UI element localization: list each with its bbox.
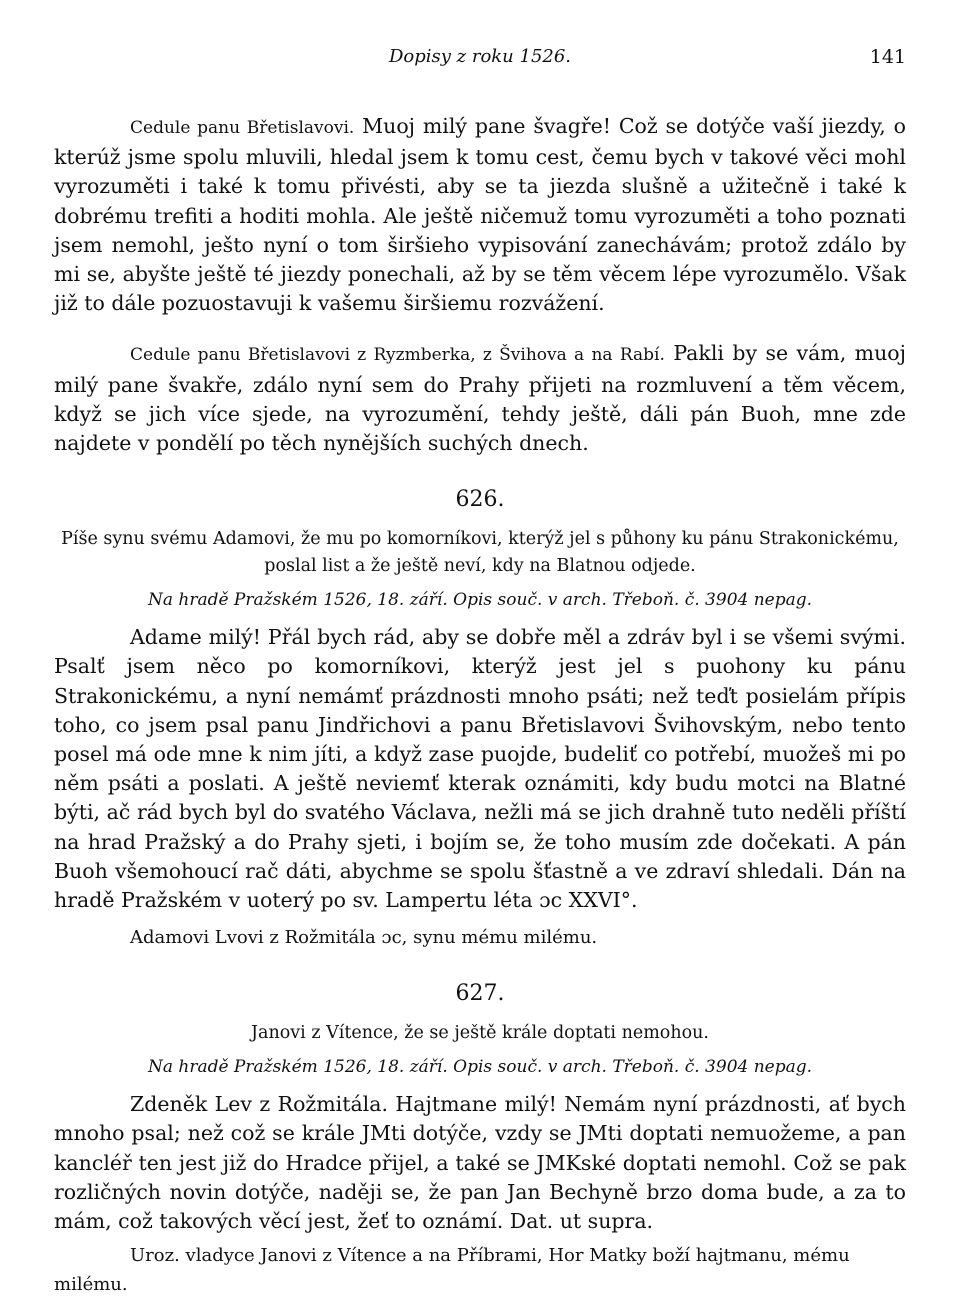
cedule-1-text: Muoj milý pane švagře! Což se dotýče vaší jiezdy, o kterúž jsme spolu mluvili, hledal jsem k tomu cest, čemu bych v takové věci mohl vyrozuměti i také k tomu přivésti, aby se ta jiezda slušně a užitečně i také k dobrému trefiti a hoditi mohla. Ale ještě ničemuž tomu vyrozuměti a toho poznati jsem nemohl, ješto nyní o tom širšieho vypisování zanechávám; protož zdálo by mi se, abyšte ještě té jiezdy ponechali, až by se těm věcem lépe vyrozumělo. Však již to dále pozuostavuji k vašemu širšiemu rozvážení. — [54, 114, 906, 316]
letter-626-summary: Píše synu svému Adamovi, že mu po komorníkovi, kterýž jel s půhony ku pánu Strakonickému, poslal list a že ještě neví, kdy na Blatnou odjede. — [61, 529, 899, 577]
letter-626-source: Na hradě Pražském 1526, 18. září. Opis souč. v arch. Třeboň. č. 3904 nepag. — [147, 590, 813, 611]
letter-626-text: Adame milý! Přál bych rád, aby se dobře měl a zdráv byl i se všemi svými. Psalť jsem něco po komorníkovi, kterýž jest jel s puohony ku pánu Strakonickému, a nyní nemámť prázdnosti mnoho psáti; než teďt posielám přípis toho, co jsem psal panu Jindřichovi a panu Břetislavovi Švihovským, nebo tento posel má ode mne k nim jíti, a když zase puojde, budeliť co potřebí, muožeš mi po něm psáti a poslati. A ještě neviemť kterak oznámiti, kdy budu motci na Blatné býti, ač rád bych byl do svatého Václava, nežli má se jich drahně tuto neděli příští na hrad Pražský a do Prahy sjeti, i bojím se, že toho musím zde dočekati. A pán Buoh všemohoucí rač dáti, abychme se spolu šťastně a ve zdraví shledali. Dán na hradě Pražském v uoterý po sv. Lampertu léta ɔc XXVI°. — [54, 625, 906, 913]
page-number: 141 — [869, 46, 906, 68]
cedule-2-heading: Cedule panu Břetislavovi z Ryzmberka, z Švihova a na Rabí. — [130, 345, 665, 366]
paragraph-gap — [54, 318, 906, 339]
paragraph-cedule-1 — [54, 112, 906, 318]
letter-number-627: 627. — [455, 981, 505, 1007]
running-head — [54, 46, 906, 78]
letter-627-text: Zdeněk Lev z Rožmitála. Hajtmane milý! Nemám nyní prázdnosti, ať bych mnoho psal; než což se krále JMti dotýče, vzdy se JMti doptati nemuožeme, a pan kancléř ten jest již do Hradce přijel, a také se JMKské doptati nemohl. Což se pak rozličných novin dotýče, naději se, že pan Jan Bechyně brzo doma bude, a za to mám, což takových věcí jest, žeť to oznámí. Dat. ut supra. — [54, 1092, 906, 1234]
letter-627-source: Na hradě Pražském 1526, 18. září. Opis souč. v arch. Třeboň. č. 3904 nepag. — [147, 1057, 813, 1078]
letter-627-address: Uroz. vladyce Janovi z Vítence a na Příbrami, Hor Matky boží hajtmanu, mému milému. — [54, 1245, 850, 1296]
paragraph-cedule-2 — [54, 339, 906, 458]
letter-627-summary: Janovi z Vítence, že se ještě krále doptati nemohou. — [251, 1023, 709, 1044]
letter-number-626: 626. — [455, 487, 505, 513]
cedule-1-heading: Cedule panu Břetislavovi. — [130, 118, 355, 138]
running-title: Dopisy z roku 1526. — [388, 46, 572, 67]
cedule-2-text: Pakli by se vám, muoj milý pane švakře, zdálo nyní sem do Prahy přijeti na rozmluvení a těm věcem, když se jich více sjede, na vyrozumění, tehdy ještě, dáli pán Buoh, mne zde najdete v pondělí po těch nynějších suchých dnech. — [54, 341, 906, 456]
letter-626-address: Adamovi Lvovi z Rožmitála ɔc, synu mému milému. — [130, 927, 598, 949]
document-page — [54, 46, 906, 1299]
